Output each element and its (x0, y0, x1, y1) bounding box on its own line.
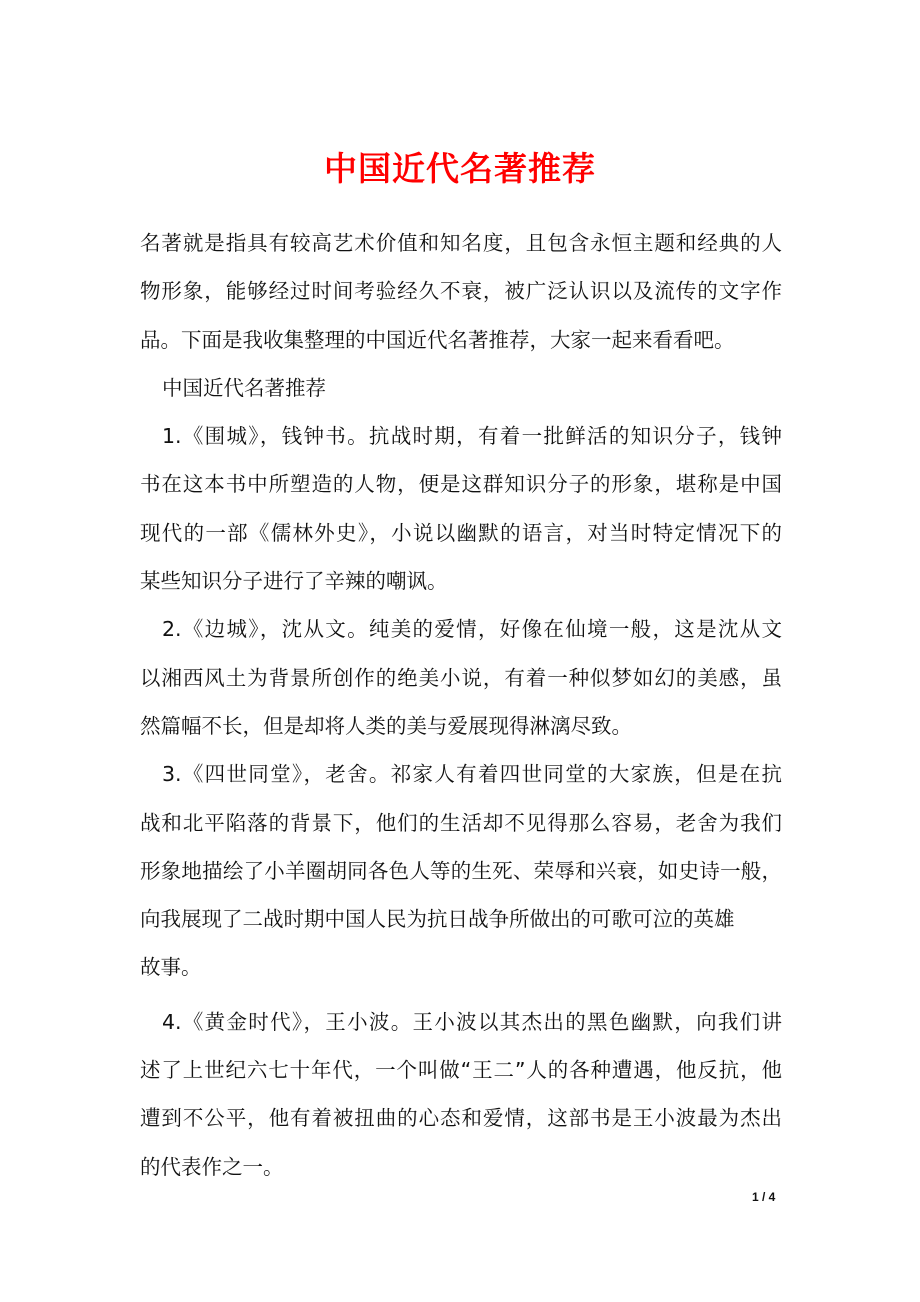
text-line: 3.《四世同堂》，老舍。祁家人有着四世同堂的大家族，但是在抗 (162, 762, 782, 787)
text-line: 名著就是指具有较高艺术价值和知名度，且包含永恒主题和经典的人 (140, 231, 782, 255)
text-line: 向我展现了二战时期中国人民为抗日战争所做出的可歌可泣的英雄 (140, 907, 735, 932)
text-line: 某些知识分子进行了辛辣的嘲讽。 (140, 569, 448, 594)
book-item-4 (140, 998, 782, 1191)
book-item-2 (140, 605, 782, 750)
text-line: 战和北平陷落的背景下，他们的生活却不见得那么容易，老舍为我们 (140, 810, 782, 835)
text-line: 2.《边城》，沈从文。纯美的爱情，好像在仙境一般，这是沈从文 (162, 617, 782, 642)
text-line: 4.《黄金时代》，王小波。王小波以其杰出的黑色幽默，向我们讲 (162, 1009, 782, 1034)
section-heading (140, 364, 782, 412)
page-number: 1 / 4 (752, 1190, 776, 1204)
text-line: 述了上世纪六七十年代，一个叫做“王二”人的各种遭遇，他反抗，他 (140, 1058, 782, 1083)
text-line: 遭到不公平，他有着被扭曲的心态和爱情，这部书是王小波最为杰出 (140, 1106, 782, 1131)
text-line: 故事。 (140, 955, 202, 980)
text-line: 中国近代名著推荐 (162, 375, 326, 400)
book-item-1 (140, 412, 782, 605)
text-line: 物形象，能够经过时间考验经久不衰，被广泛认识以及流传的文字作 (140, 279, 782, 304)
text-line: 然篇幅不长，但是却将人类的美与爱展现得淋漓尽致。 (140, 713, 632, 738)
document-title: 中国近代名著推荐 (324, 149, 596, 188)
text-line: 的代表作之一。 (140, 1154, 284, 1179)
text-line: 1.《围城》，钱钟书。抗战时期，有着一批鲜活的知识分子，钱钟 (162, 424, 782, 449)
book-item-3 (140, 750, 782, 991)
intro-paragraph (140, 219, 782, 364)
document-body (140, 219, 782, 1191)
text-line: 以湘西风土为背景所创作的绝美小说，有着一种似梦如幻的美感，虽 (140, 665, 782, 690)
text-line: 形象地描绘了小羊圈胡同各色人等的生死、荣辱和兴衰，如史诗一般， (140, 858, 782, 883)
text-line: 品。下面是我收集整理的中国近代名著推荐，大家一起来看看吧。 (140, 327, 735, 352)
text-line: 书在这本书中所塑造的人物，便是这群知识分子的形象，堪称是中国 (140, 472, 782, 497)
text-line: 现代的一部《儒林外史》，小说以幽默的语言，对当时特定情况下的 (140, 520, 782, 545)
